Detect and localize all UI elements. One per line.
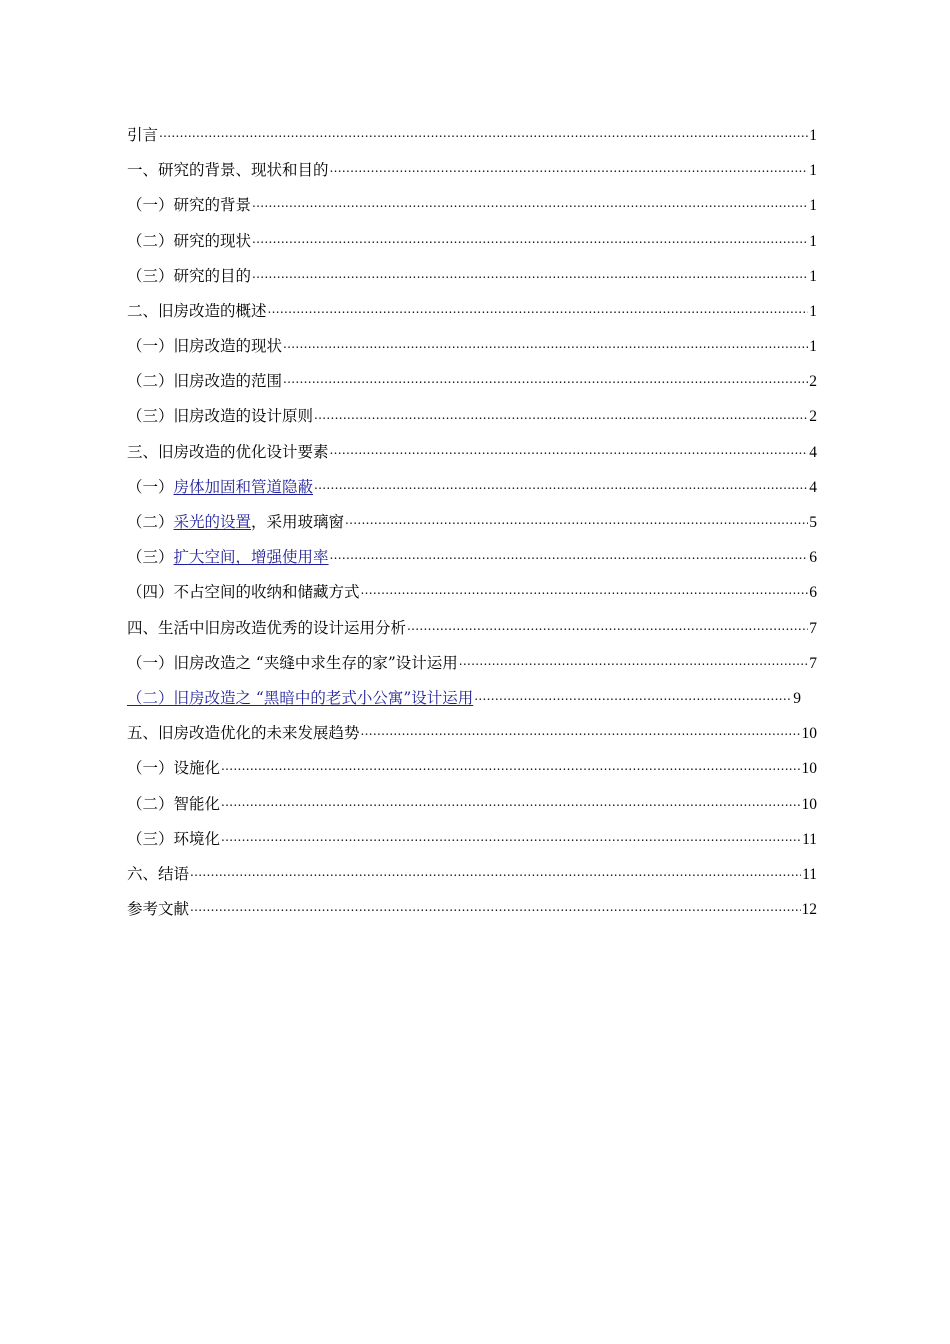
toc-dot-leader (330, 540, 809, 575)
toc-dot-leader (252, 224, 808, 259)
toc-entry[interactable] (127, 787, 817, 822)
toc-entry-text: 四、生活中旧房改造优秀的设计运用分析 (127, 618, 407, 637)
toc-entry-text: （一）旧房改造之 “夹缝中求生存的家”设计运用 (127, 653, 458, 672)
toc-entry[interactable] (127, 857, 817, 892)
toc-dot-leader (283, 364, 808, 399)
toc-entry-title (127, 540, 329, 575)
toc-entry-text: 参考文献 (127, 900, 190, 919)
toc-dot-leader (459, 646, 808, 681)
toc-entry-title (127, 892, 189, 927)
toc-entry-title (127, 575, 360, 610)
toc-entry[interactable] (127, 224, 817, 259)
toc-entry-text: 三、旧房改造的优化设计要素 (127, 442, 329, 461)
toc-entry-link[interactable]: 房体加固和管道隐蔽 (173, 477, 314, 496)
toc-dot-leader (221, 787, 800, 822)
toc-page-number: 5 (809, 514, 817, 532)
toc-dot-leader (268, 294, 809, 329)
toc-page-number: 1 (809, 338, 817, 356)
toc-dot-leader (474, 681, 792, 716)
toc-entry[interactable] (127, 188, 817, 223)
toc-entry[interactable] (127, 892, 817, 927)
toc-entry[interactable] (127, 575, 817, 610)
toc-page-number: 7 (809, 654, 817, 672)
toc-dot-leader (345, 505, 808, 540)
toc-page-number: 2 (809, 373, 817, 391)
toc-entry[interactable] (127, 470, 817, 505)
toc-page-number: 11 (802, 830, 817, 848)
toc-entry-title (127, 611, 406, 646)
toc-entry-title (127, 259, 251, 294)
toc-entry[interactable] (127, 611, 817, 646)
table-of-contents (127, 118, 817, 927)
toc-entry-title (127, 329, 282, 364)
toc-page-number: 2 (809, 408, 817, 426)
toc-page-number: 1 (809, 162, 817, 180)
toc-dot-leader (361, 716, 801, 751)
toc-page-number: 10 (801, 795, 817, 813)
toc-entry-title (127, 188, 251, 223)
toc-entry[interactable] (127, 364, 817, 399)
toc-entry-text: （二）旧房改造的范围 (127, 372, 283, 391)
toc-entry[interactable] (127, 400, 817, 435)
toc-dot-leader (314, 400, 808, 435)
toc-entry-text: （一）旧房改造的现状 (127, 337, 283, 356)
toc-entry-link[interactable]: （二）旧房改造之 “黑暗中的老式小公寓”设计运用 (127, 688, 474, 707)
toc-entry[interactable] (127, 118, 817, 153)
toc-page-number: 12 (801, 901, 817, 919)
toc-dot-leader (330, 153, 809, 188)
toc-entry-text: （四）不占空间的收纳和储藏方式 (127, 583, 360, 602)
toc-entry[interactable] (127, 540, 817, 575)
toc-entry-link[interactable]: 扩大空间，增强使用率 (173, 548, 329, 567)
toc-dot-leader (283, 329, 808, 364)
toc-dot-leader (361, 575, 809, 610)
toc-entry[interactable] (127, 329, 817, 364)
toc-page-number: 10 (801, 760, 817, 778)
toc-entry[interactable] (127, 294, 817, 329)
toc-entry-text: 六、结语 (127, 864, 190, 883)
toc-entry-text-suffix: ，采用玻璃窗 (251, 513, 345, 532)
toc-entry[interactable] (127, 153, 817, 188)
toc-entry-title (127, 364, 282, 399)
toc-entry-text: （三）研究的目的 (127, 266, 252, 285)
toc-dot-leader (252, 259, 808, 294)
toc-entry-title (127, 153, 329, 188)
toc-page-number: 9 (793, 689, 801, 707)
toc-entry-text: （一）研究的背景 (127, 196, 252, 215)
toc-dot-leader (330, 435, 809, 470)
toc-page-number: 10 (801, 725, 817, 743)
toc-entry-text: （二）智能化 (127, 794, 221, 813)
toc-page-number: 1 (809, 302, 817, 320)
toc-entry-title (127, 787, 220, 822)
toc-entry-title (127, 470, 313, 505)
toc-entry[interactable] (127, 646, 817, 681)
toc-entry-title (127, 716, 360, 751)
toc-entry[interactable] (127, 716, 817, 751)
toc-entry-title (127, 751, 220, 786)
toc-entry-title (127, 822, 220, 857)
toc-entry-text: 五、旧房改造优化的未来发展趋势 (127, 724, 360, 743)
toc-entry-text: （三）环境化 (127, 829, 221, 848)
toc-dot-leader (221, 822, 801, 857)
toc-page-number: 1 (809, 197, 817, 215)
toc-entry-title (127, 435, 329, 470)
toc-page-number: 7 (809, 619, 817, 637)
toc-entry-link[interactable]: 采光的设置 (173, 513, 252, 532)
toc-entry[interactable] (127, 822, 817, 857)
toc-entry-text: （二） (127, 513, 174, 532)
toc-dot-leader (221, 751, 800, 786)
toc-page-number: 4 (809, 443, 817, 461)
toc-entry-title (127, 224, 251, 259)
toc-dot-leader (190, 857, 801, 892)
toc-entry-title (127, 681, 473, 716)
toc-entry-title (127, 118, 158, 153)
toc-entry-title (127, 505, 344, 540)
toc-entry-text: 一、研究的背景、现状和目的 (127, 161, 329, 180)
toc-entry-title (127, 399, 313, 434)
toc-dot-leader (314, 470, 808, 505)
toc-page-number: 1 (809, 126, 817, 144)
toc-entry-text: （二）研究的现状 (127, 231, 252, 250)
toc-page-number: 6 (809, 584, 817, 602)
toc-entry-title (127, 294, 267, 329)
toc-page-number: 1 (809, 232, 817, 250)
toc-page-number: 6 (809, 549, 817, 567)
toc-dot-leader (407, 611, 808, 646)
toc-dot-leader (190, 892, 800, 927)
toc-entry-text: 二、旧房改造的概述 (127, 301, 267, 320)
toc-dot-leader (252, 188, 808, 223)
toc-entry[interactable] (127, 751, 817, 786)
toc-entry[interactable] (127, 681, 817, 716)
toc-entry-title (127, 857, 189, 892)
toc-dot-leader (159, 118, 808, 153)
toc-entry[interactable] (127, 505, 817, 540)
toc-entry-title (127, 646, 458, 681)
toc-page-number: 1 (809, 267, 817, 285)
toc-entry-text: 引言 (127, 125, 159, 144)
toc-entry[interactable] (127, 435, 817, 470)
toc-entry[interactable] (127, 259, 817, 294)
toc-entry-text: （一） (127, 477, 174, 496)
toc-entry-text: （一）设施化 (127, 759, 221, 778)
toc-page-number: 11 (802, 865, 817, 883)
toc-entry-text: （三）旧房改造的设计原则 (127, 407, 314, 426)
toc-entry-text: （三） (127, 548, 174, 567)
toc-page-number: 4 (809, 478, 817, 496)
